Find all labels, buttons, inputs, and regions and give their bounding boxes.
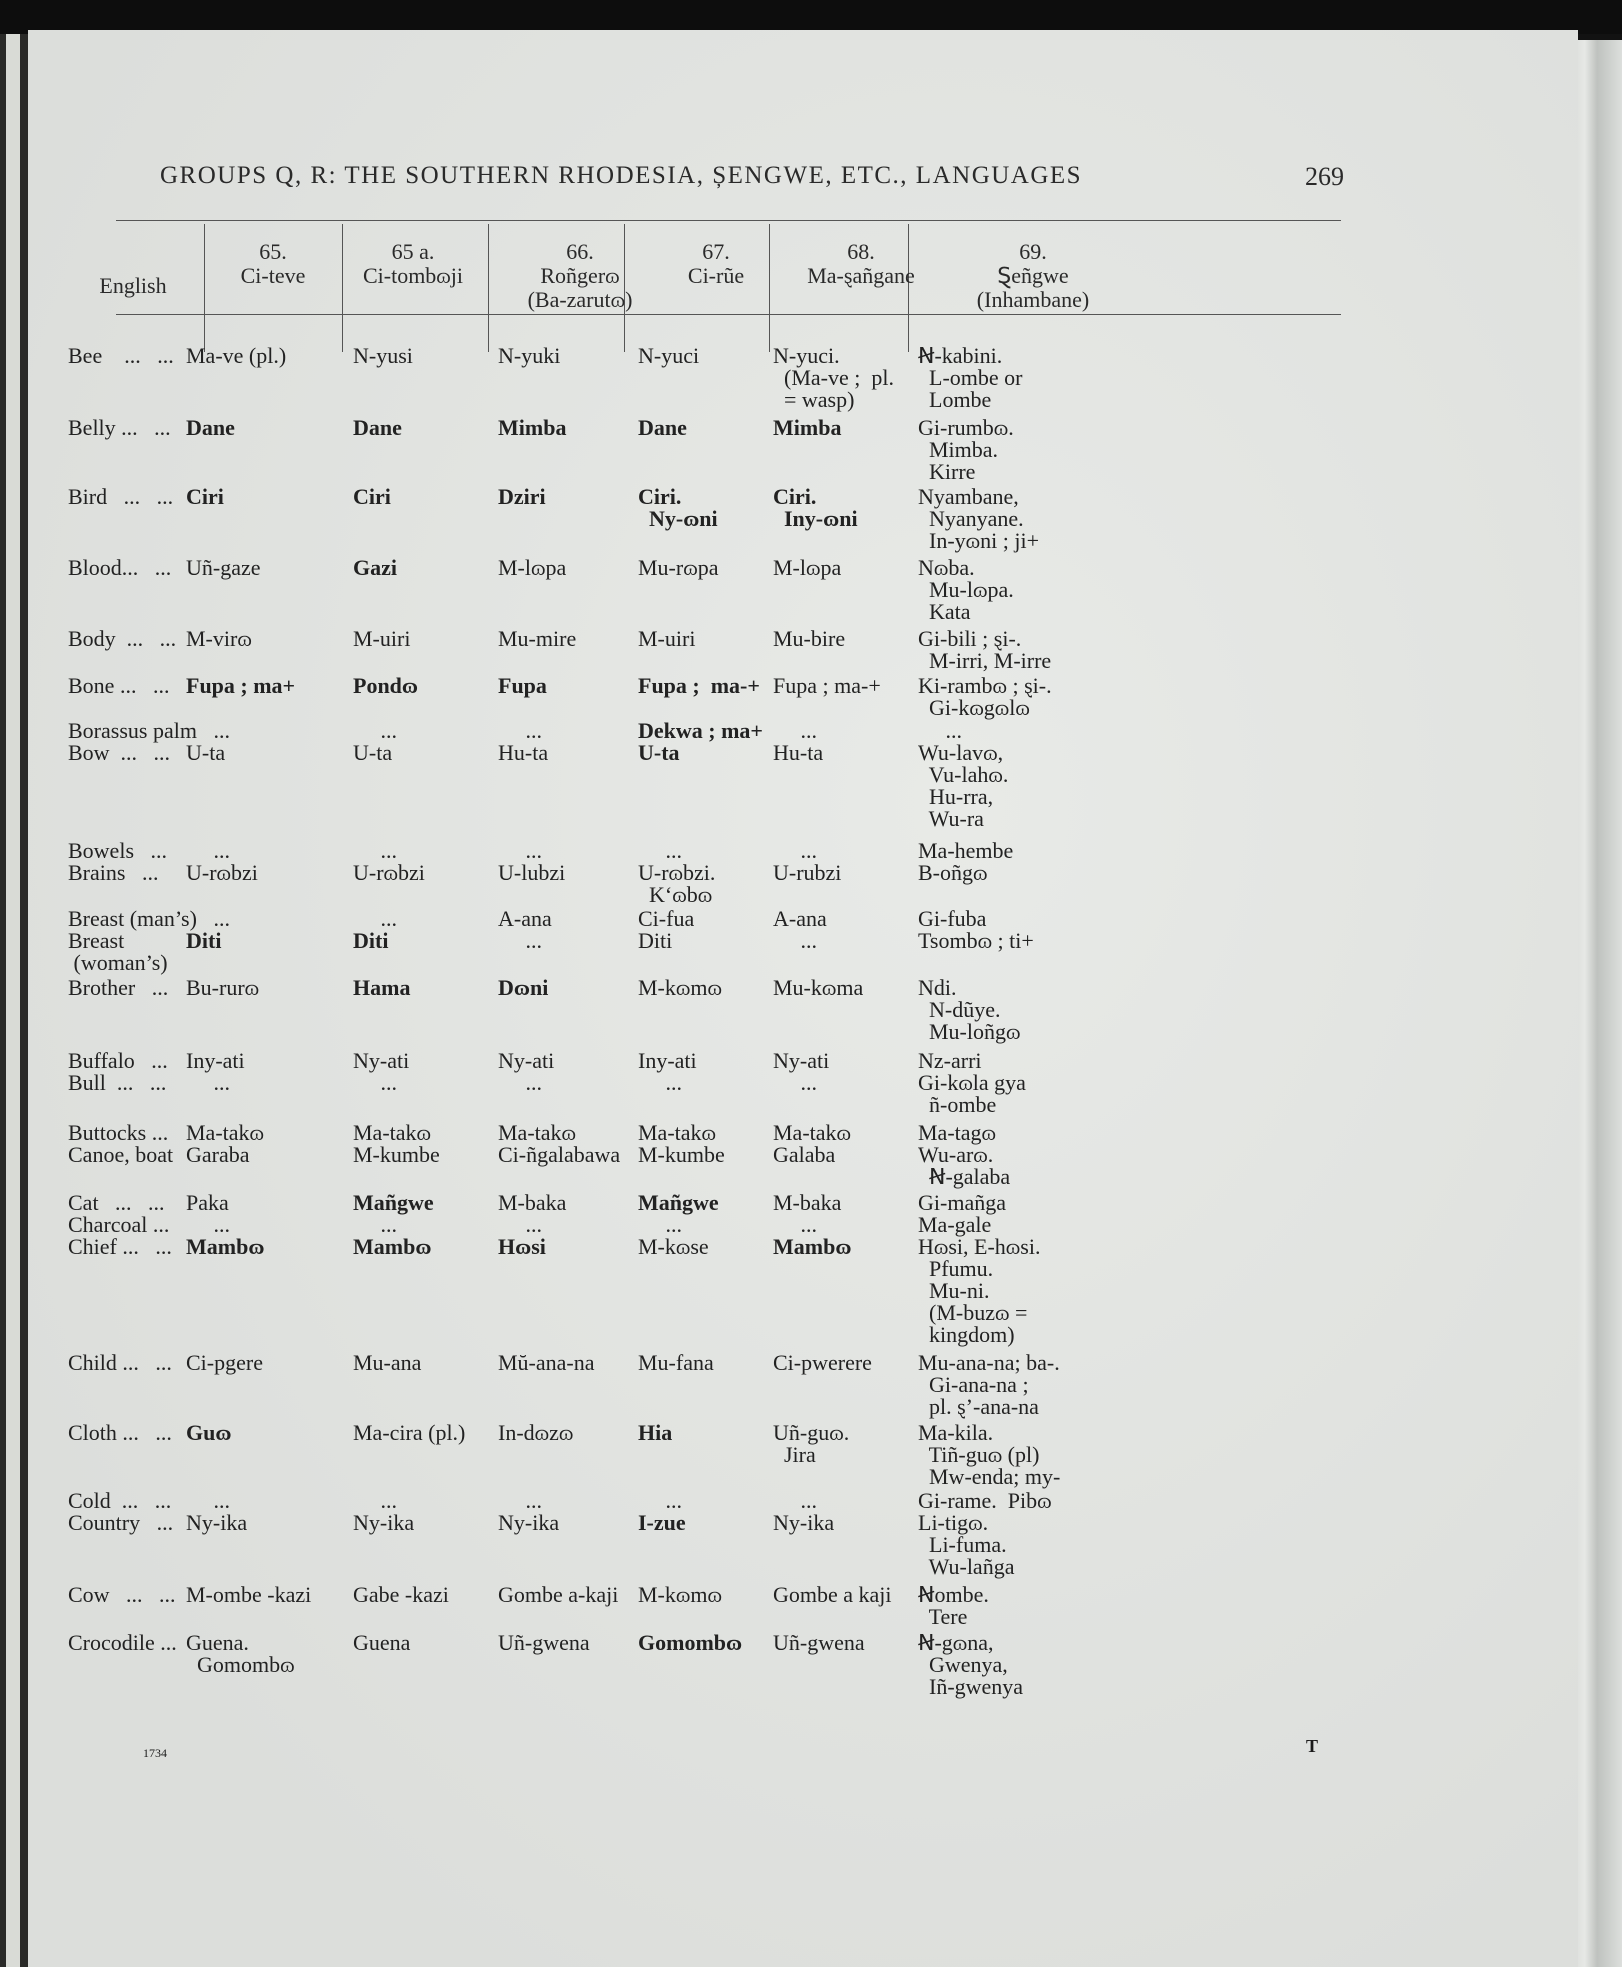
translation-cell: Mu-kɷma <box>773 975 864 1000</box>
translation-cell: ... <box>186 1488 230 1513</box>
translation-cell: Nɷba. Mu-lɷpa. Kata <box>918 555 1014 624</box>
column-header-line: Ma-ȿañgane <box>807 263 915 288</box>
translation-cell: ... <box>186 838 230 863</box>
column-header <box>646 240 786 288</box>
translation-cell: Mŭ-ana-na <box>498 1350 595 1375</box>
translation-cell: B-oñgɷ <box>918 860 988 885</box>
translation-cell: Gombe a-kaji <box>498 1582 619 1607</box>
column-header-line: 68. <box>847 239 875 264</box>
translation-cell: U-ta <box>638 740 680 765</box>
translation-cell: Ny-ika <box>353 1510 415 1535</box>
translation-cell: M-uiri <box>353 626 411 651</box>
translation-cell: Gi-rame. Pibɷ <box>918 1488 1052 1513</box>
translation-cell: ... <box>498 928 542 953</box>
translation-cell: U-rɷbzi <box>186 860 258 885</box>
translation-cell: ... <box>918 718 962 743</box>
english-term: Breast (man’s) <box>68 906 197 931</box>
translation-cell: Ciri. Ny-ɷni <box>638 484 718 531</box>
translation-cell: Iny-ati <box>638 1048 697 1073</box>
translation-cell: Diti <box>186 928 222 953</box>
translation-cell: Li-tigɷ. Li-fuma. Wu-lañga <box>918 1510 1015 1579</box>
column-header-line: English <box>99 273 167 298</box>
translation-cell: Mimba <box>498 415 567 440</box>
header-rule-top <box>116 220 1341 221</box>
column-header <box>198 240 348 288</box>
english-term: Bull ... ... <box>68 1070 167 1095</box>
translation-cell: ... <box>638 1488 682 1513</box>
translation-cell: A-ana <box>773 906 827 931</box>
translation-cell: ... <box>773 928 817 953</box>
english-term: Breast (woman’s) <box>68 928 168 975</box>
translation-cell: Guena <box>353 1630 411 1655</box>
translation-cell: M-virɷ <box>186 626 252 651</box>
column-header-line: 65 a. <box>391 239 435 264</box>
translation-cell: M-lɷpa <box>773 555 842 580</box>
printer-code: 1734 <box>143 1746 167 1760</box>
column-header-line: Ci-rũe <box>687 263 745 288</box>
translation-cell: Ma-tagɷ <box>918 1120 997 1145</box>
translation-cell: Ny-ika <box>773 1510 835 1535</box>
column-header-line: 66. <box>566 239 594 264</box>
translation-cell: Dɷni <box>498 975 549 1000</box>
translation-cell: Dane <box>353 415 402 440</box>
translation-cell: ... <box>353 718 397 743</box>
translation-cell: Ma-takɷ <box>498 1120 577 1145</box>
translation-cell: M-baka <box>773 1190 842 1215</box>
translation-cell: ... <box>638 1212 682 1237</box>
translation-cell: Ꞥ-gɷna, Gwenya, Iñ-gwenya <box>918 1630 1024 1699</box>
translation-cell: ... <box>498 1070 542 1095</box>
translation-cell: Uñ-gwena <box>773 1630 865 1655</box>
english-term: Brother ... <box>68 975 169 1000</box>
translation-cell: Gabe -kazi <box>353 1582 449 1607</box>
english-term: Borassus palm <box>68 718 197 743</box>
column-header-line: (Ba-zarutɷ) <box>527 287 633 312</box>
english-term: Bone ... ... <box>68 673 170 698</box>
translation-cell: Gi-rumbɷ. Mimba. Kirre <box>918 415 1014 484</box>
translation-cell: Ny-ika <box>498 1510 560 1535</box>
translation-cell: Gomombɷ <box>638 1630 743 1655</box>
translation-cell: Guena. Gomombɷ <box>186 1630 295 1677</box>
translation-cell: ... <box>498 1488 542 1513</box>
column-header <box>948 240 1118 312</box>
translation-cell: Fupa ; ma+ <box>186 673 296 698</box>
english-term: Bee ... ... <box>68 343 174 368</box>
column-header-line: Ci-teve <box>240 263 306 288</box>
translation-cell: Ci-pwerere <box>773 1350 872 1375</box>
column-header-english <box>63 274 203 298</box>
column-header-line: 65. <box>259 239 287 264</box>
translation-cell: ... <box>353 838 397 863</box>
translation-cell: ... <box>353 1488 397 1513</box>
translation-cell: Hu-ta <box>773 740 824 765</box>
translation-cell: Iny-ati <box>186 1048 245 1073</box>
translation-cell: Ma-takɷ <box>638 1120 717 1145</box>
translation-cell: M-ombe -kazi <box>186 1582 312 1607</box>
translation-cell: Mañgwe <box>353 1190 434 1215</box>
translation-cell: ... <box>186 718 230 743</box>
translation-cell: Dane <box>186 415 235 440</box>
translation-cell: Hia <box>638 1420 673 1445</box>
english-term: Belly ... ... <box>68 415 171 440</box>
translation-cell: M-uiri <box>638 626 696 651</box>
translation-cell: ... <box>773 838 817 863</box>
translation-cell: Mambɷ <box>186 1234 265 1259</box>
translation-cell: U-rɷbzi. K‘ɷbɷ <box>638 860 716 907</box>
translation-cell: Diti <box>638 928 673 953</box>
english-term: Canoe, boat <box>68 1142 174 1167</box>
translation-cell: Mu-mire <box>498 626 577 651</box>
translation-cell: Ndi. N-dũye. Mu-loñgɷ <box>918 975 1021 1044</box>
column-header-line: Roñgerɷ <box>540 263 620 288</box>
translation-cell: Ci-fua <box>638 906 695 931</box>
translation-cell: Ma-takɷ <box>773 1120 852 1145</box>
column-header <box>338 240 488 288</box>
translation-cell: ... <box>498 838 542 863</box>
column-header <box>500 240 660 312</box>
english-term: Cat ... ... <box>68 1190 165 1215</box>
translation-cell: M-kumbe <box>353 1142 440 1167</box>
translation-cell: M-lɷpa <box>498 555 567 580</box>
translation-cell: ... <box>186 1212 230 1237</box>
translation-cell: Hɷsi <box>498 1234 546 1259</box>
english-term: Child ... ... <box>68 1350 172 1375</box>
header-rule-bottom <box>116 314 1341 315</box>
translation-cell: Ma-gale <box>918 1212 992 1237</box>
translation-cell: Ma-ve (pl.) <box>186 343 287 368</box>
translation-cell: Dekwa ; ma+ <box>638 718 763 743</box>
english-term: Charcoal ... <box>68 1212 170 1237</box>
english-term: Body ... ... <box>68 626 177 651</box>
column-header-line: 69. <box>1019 239 1047 264</box>
running-header <box>160 162 1360 202</box>
translation-cell: Gi-mañga <box>918 1190 1006 1215</box>
translation-cell: N-yusi <box>353 343 413 368</box>
translation-cell: ... <box>353 1212 397 1237</box>
translation-cell: ... <box>773 718 817 743</box>
translation-cell: Garaba <box>186 1142 250 1167</box>
translation-cell: ... <box>773 1070 817 1095</box>
translation-cell: Mambɷ <box>773 1234 852 1259</box>
translation-cell: Ci-ñgalabawa <box>498 1142 621 1167</box>
translation-cell: U-rubzi <box>773 860 842 885</box>
column-header-line: Ci-tombɷji <box>362 263 464 288</box>
translation-cell: Hama <box>353 975 411 1000</box>
translation-cell: Wu-arɷ. Ꞥ-galaba <box>918 1142 1011 1189</box>
translation-cell: Hu-ta <box>498 740 549 765</box>
book-page <box>28 30 1578 1967</box>
english-term: Cloth ... ... <box>68 1420 172 1445</box>
translation-cell: Uñ-guɷ. Jira <box>773 1420 850 1467</box>
translation-cell: Pondɷ <box>353 673 418 698</box>
translation-cell: ... <box>638 1070 682 1095</box>
translation-cell: ... <box>498 1212 542 1237</box>
translation-cell: Fupa ; ma-+ <box>773 673 881 698</box>
translation-cell: U-ta <box>353 740 393 765</box>
translation-cell: Ny-ati <box>353 1048 410 1073</box>
english-term: Buffalo ... <box>68 1048 168 1073</box>
english-term: Country ... <box>68 1510 174 1535</box>
translation-cell: ... <box>186 906 230 931</box>
translation-cell: Ciri <box>353 484 391 509</box>
translation-cell: Mu-fana <box>638 1350 714 1375</box>
translation-cell: Ma-kila. Tiñ-guɷ (pl) Mw-enda; my- <box>918 1420 1061 1489</box>
top-dark-border <box>0 0 1622 34</box>
translation-cell: A-ana <box>498 906 552 931</box>
translation-cell: ... <box>353 1070 397 1095</box>
translation-cell: Nz-arri <box>918 1048 982 1073</box>
english-term: Brains ... <box>68 860 159 885</box>
translation-cell: Mu-ana <box>353 1350 422 1375</box>
english-term: Blood... ... <box>68 555 172 580</box>
translation-cell: ... <box>353 906 397 931</box>
translation-cell: Mañgwe <box>638 1190 719 1215</box>
translation-cell: Gazi <box>353 555 397 580</box>
page-title: GROUPS Q, R: THE SOUTHERN RHODESIA, ȘENGWE, ETC., LANGUAGES <box>160 162 1083 189</box>
translation-cell: Ma-cira (pl.) <box>353 1420 466 1445</box>
translation-cell: N-yuki <box>498 343 561 368</box>
translation-cell: Dane <box>638 415 687 440</box>
translation-cell: Bu-rurɷ <box>186 975 260 1000</box>
translation-cell: Uñ-gaze <box>186 555 261 580</box>
translation-cell: ... <box>498 718 542 743</box>
page-number: 269 <box>1305 162 1344 191</box>
translation-cell: U-ta <box>186 740 226 765</box>
translation-cell: ... <box>773 1212 817 1237</box>
translation-cell: Ny-ika <box>186 1510 248 1535</box>
translation-cell: Gi-bili ; ȿi-. M-irri, M-irre <box>918 626 1052 673</box>
translation-cell: Gi-fuba <box>918 906 987 931</box>
translation-cell: N-yuci. (Ma-ve ; pl. = wasp) <box>773 343 894 412</box>
translation-cell: Ny-ati <box>498 1048 555 1073</box>
translation-cell: Mu-rɷpa <box>638 555 719 580</box>
translation-cell: Ma-takɷ <box>353 1120 432 1145</box>
left-page-edge <box>6 34 20 1967</box>
translation-cell: U-rɷbzi <box>353 860 425 885</box>
translation-cell: Ma-hembe <box>918 838 1014 863</box>
translation-cell: Tsombɷ ; ti+ <box>918 928 1034 953</box>
translation-cell: Mambɷ <box>353 1234 432 1259</box>
translation-cell: Mu-bire <box>773 626 846 651</box>
translation-cell: Gi-kɷla gya ñ-ombe <box>918 1070 1026 1117</box>
translation-cell: Ciri. Iny-ɷni <box>773 484 858 531</box>
translation-cell: N-yuci <box>638 343 700 368</box>
translation-cell: Fupa <box>498 673 547 698</box>
translation-cell: Fupa ; ma-+ <box>638 673 760 698</box>
column-divider <box>488 224 489 352</box>
translation-cell: Gombe a kaji <box>773 1582 892 1607</box>
translation-cell: Mimba <box>773 415 842 440</box>
translation-cell: Ciri <box>186 484 224 509</box>
translation-cell: M-kɷmɷ <box>638 975 722 1000</box>
translation-cell: Dziri <box>498 484 546 509</box>
translation-cell: Ci-pgere <box>186 1350 263 1375</box>
english-term: Cold ... ... <box>68 1488 172 1513</box>
translation-cell: I-zue <box>638 1510 686 1535</box>
translation-cell: Ny-ati <box>773 1048 830 1073</box>
signature-mark: T <box>1306 1736 1319 1756</box>
english-term: Buttocks ... <box>68 1120 169 1145</box>
english-term: Bow ... ... <box>68 740 171 765</box>
english-term: Chief ... ... <box>68 1234 172 1259</box>
translation-cell: Ma-takɷ <box>186 1120 265 1145</box>
translation-cell: Ꞥ-kabini. L-ombe or Lombe <box>918 343 1023 412</box>
translation-cell: Ki-rambɷ ; ȿi-. Gi-kɷgɷlɷ <box>918 673 1052 720</box>
translation-cell: ... <box>773 1488 817 1513</box>
translation-cell: Uñ-gwena <box>498 1630 590 1655</box>
translation-cell: M-kumbe <box>638 1142 725 1167</box>
english-term: Bowels ... <box>68 838 167 863</box>
translation-cell: Wu-lavɷ, Vu-lahɷ. Hu-rra, Wu-ra <box>918 740 1009 831</box>
column-header <box>786 240 936 288</box>
translation-cell: ... <box>638 838 682 863</box>
english-term: Crocodile ... <box>68 1630 177 1655</box>
translation-cell: Hɷsi, E-hɷsi. Pfumu. Mu-ni. (M-buzɷ = kingdom) <box>918 1234 1041 1347</box>
translation-cell: Paka <box>186 1190 229 1215</box>
translation-cell: ... <box>186 1070 230 1095</box>
english-term: Cow ... ... <box>68 1582 176 1607</box>
translation-cell: Nyambane, Nyanyane. In-yɷni ; ji+ <box>918 484 1039 553</box>
translation-cell: Ꞥombe. Tere <box>918 1582 989 1629</box>
english-term: Bird ... ... <box>68 484 174 509</box>
translation-cell: U-lubzi <box>498 860 566 885</box>
column-header-line: 67. <box>702 239 730 264</box>
column-header-line: (Inhambane) <box>976 287 1090 312</box>
translation-cell: M-kɷmɷ <box>638 1582 722 1607</box>
translation-cell: Guɷ <box>186 1420 232 1445</box>
translation-cell: Mu-ana-na; ba-. Gi-ana-na ; pl. ȿ’-ana-na <box>918 1350 1060 1419</box>
translation-cell: M-kɷse <box>638 1234 709 1259</box>
column-header-line: Ȿeñgwe <box>997 263 1069 288</box>
translation-cell: Galaba <box>773 1142 836 1167</box>
translation-cell: Diti <box>353 928 389 953</box>
translation-cell: In-dɷzɷ <box>498 1420 574 1445</box>
translation-cell: M-baka <box>498 1190 567 1215</box>
